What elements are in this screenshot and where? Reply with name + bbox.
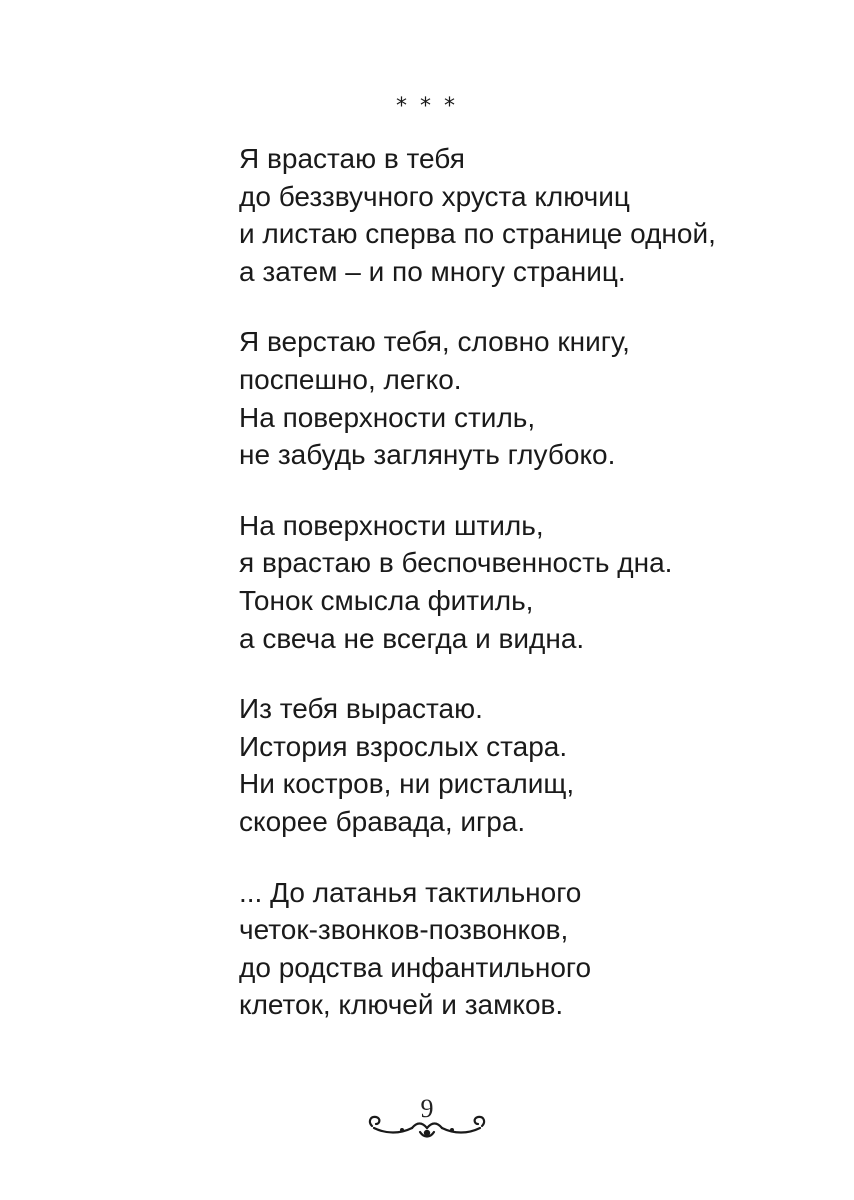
poem-line: я врастаю в беспочвенность дна. <box>239 547 673 579</box>
stanza <box>239 690 819 840</box>
page-footer <box>0 1088 854 1148</box>
poem-line: клеток, ключей и замков. <box>239 989 564 1021</box>
poem-line: поспешно, легко. <box>239 363 462 395</box>
poem-line: Ни костров, ни ристалищ, <box>239 768 575 800</box>
poem-line: не забудь заглянуть глубоко. <box>239 439 616 471</box>
poem-line: до беззвучного хруста ключиц <box>239 180 630 212</box>
poem-line: Я верстаю тебя, словно книгу, <box>239 326 630 358</box>
poem-line: четок-звонков-позвонков, <box>239 914 569 946</box>
poem-line: На поверхности штиль, <box>239 509 544 541</box>
poem-line: скорее бравада, игра. <box>239 805 526 837</box>
page-number: 9 <box>420 1094 434 1123</box>
stanza <box>239 140 819 290</box>
poem-line: а свеча не всегда и видна. <box>239 622 585 654</box>
poem-line: ... До латанья тактильного <box>239 876 582 908</box>
poem-line: а затем – и по многу страниц. <box>239 255 626 287</box>
stanza <box>239 874 819 1024</box>
poem-line: до родства инфантильного <box>239 951 592 983</box>
stanza <box>239 507 819 657</box>
poem-line: Из тебя вырастаю. <box>239 693 483 725</box>
poem-line: Тонок смысла фитиль, <box>239 584 534 616</box>
poem-line: и листаю сперва по странице одной, <box>239 218 716 250</box>
poem-line: Я врастаю в тебя <box>239 143 465 174</box>
poem-line: На поверхности стиль, <box>239 401 536 433</box>
stanza <box>239 323 819 473</box>
poem-separator: * * * <box>396 94 458 119</box>
poem-line: История взрослых стара. <box>239 730 568 762</box>
poem-body <box>239 140 819 1057</box>
